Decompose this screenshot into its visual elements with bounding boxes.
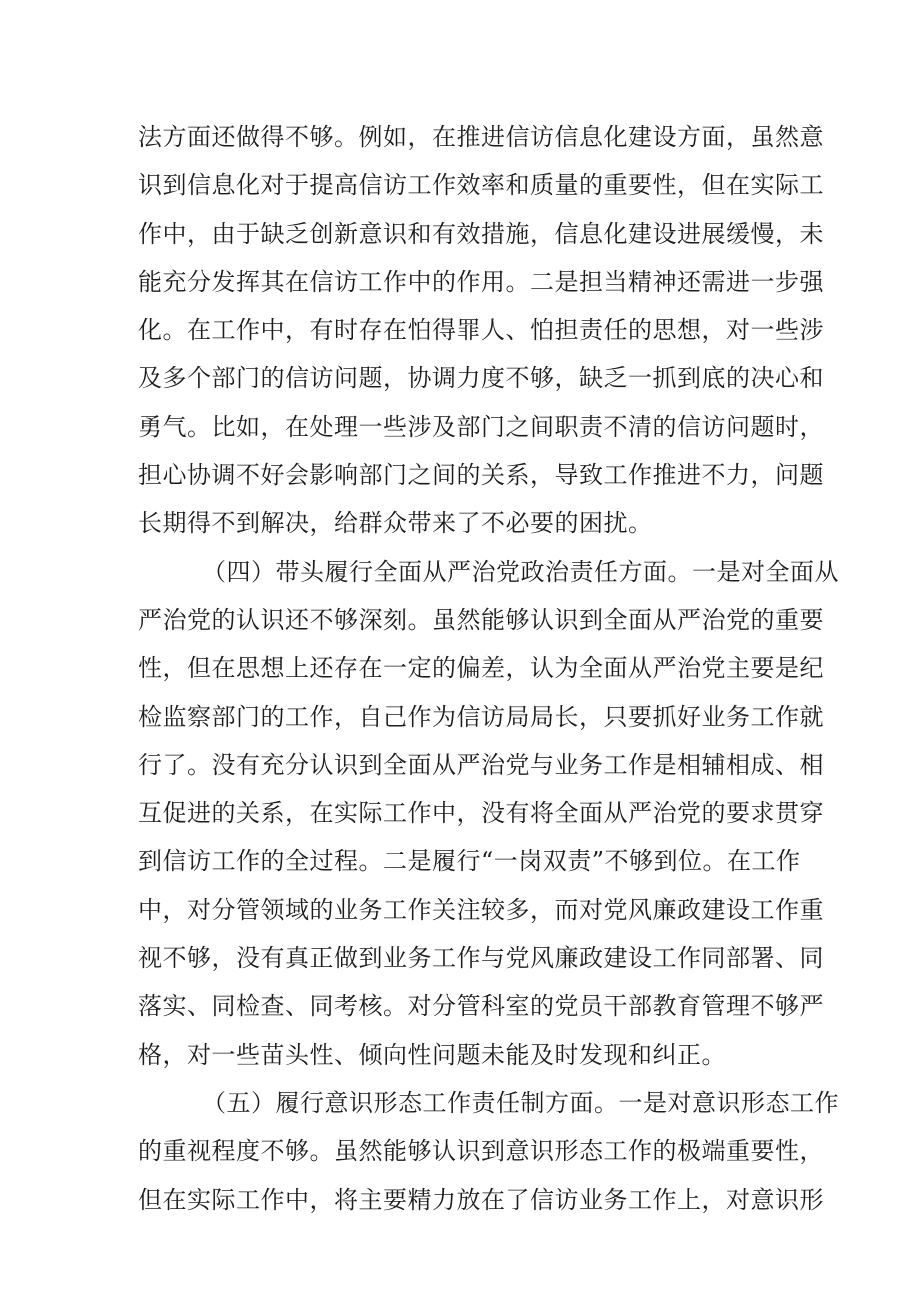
paragraph-heading-line: （五）履行意识形态工作责任制方面。一是对意识形态工作	[202, 1088, 839, 1117]
text-line: 性，但在思想上还存在一定的偏差，认为全面从严治党主要是纪	[138, 654, 824, 683]
text-line: 的重视程度不够。虽然能够认识到意识形态工作的极端重要性，	[138, 1137, 824, 1166]
text-line: 严治党的认识还不够深刻。虽然能够认识到全面从严治党的重要	[138, 605, 824, 634]
text-line: 法方面还做得不够。例如，在推进信访信息化建设方面，虽然意	[138, 123, 824, 151]
text-line: 互促进的关系，在实际工作中，没有将全面从严治党的要求贯穿	[138, 799, 824, 828]
text-line: 但在实际工作中，将主要精力放在了信访业务工作上，对意识形	[138, 1185, 824, 1214]
text-line: 检监察部门的工作，自己作为信访局局长，只要抓好业务工作就	[138, 702, 824, 731]
text-line: 行了。没有充分认识到全面从严治党与业务工作是相辅相成、相	[138, 750, 824, 779]
text-line: 格，对一些苗头性、倾向性问题未能及时发现和纠正。	[138, 1040, 726, 1069]
text-line: 落实、同检查、同考核。对分管科室的党员干部教育管理不够严	[138, 992, 824, 1021]
text-line: 识到信息化对于提高信访工作效率和质量的重要性，但在实际工	[138, 171, 824, 200]
text-line: 化。在工作中，有时存在怕得罪人、怕担责任的思想，对一些涉	[138, 316, 824, 345]
text-line: 作中，由于缺乏创新意识和有效措施，信息化建设进展缓慢，未	[138, 219, 824, 248]
text-line: 及多个部门的信访问题，协调力度不够，缺乏一抓到底的决心和	[138, 364, 824, 393]
text-line: 长期得不到解决，给群众带来了不必要的困扰。	[138, 509, 653, 538]
text-line: 中，对分管领域的业务工作关注较多，而对党风廉政建设工作重	[138, 895, 824, 924]
paragraph-heading-line: （四）带头履行全面从严治党政治责任方面。一是对全面从	[202, 557, 839, 586]
text-line: 到信访工作的全过程。二是履行“一岗双责”不够到位。在工作	[138, 847, 801, 876]
text-line: 能充分发挥其在信访工作中的作用。二是担当精神还需进一步强	[138, 267, 824, 296]
text-line: 担心协调不好会影响部门之间的关系，导致工作推进不力，问题	[138, 461, 824, 490]
document-body	[138, 113, 839, 1224]
text-line: 勇气。比如，在处理一些涉及部门之间职责不清的信访问题时，	[138, 412, 824, 441]
text-line: 视不够，没有真正做到业务工作与党风廉政建设工作同部署、同	[138, 944, 824, 973]
